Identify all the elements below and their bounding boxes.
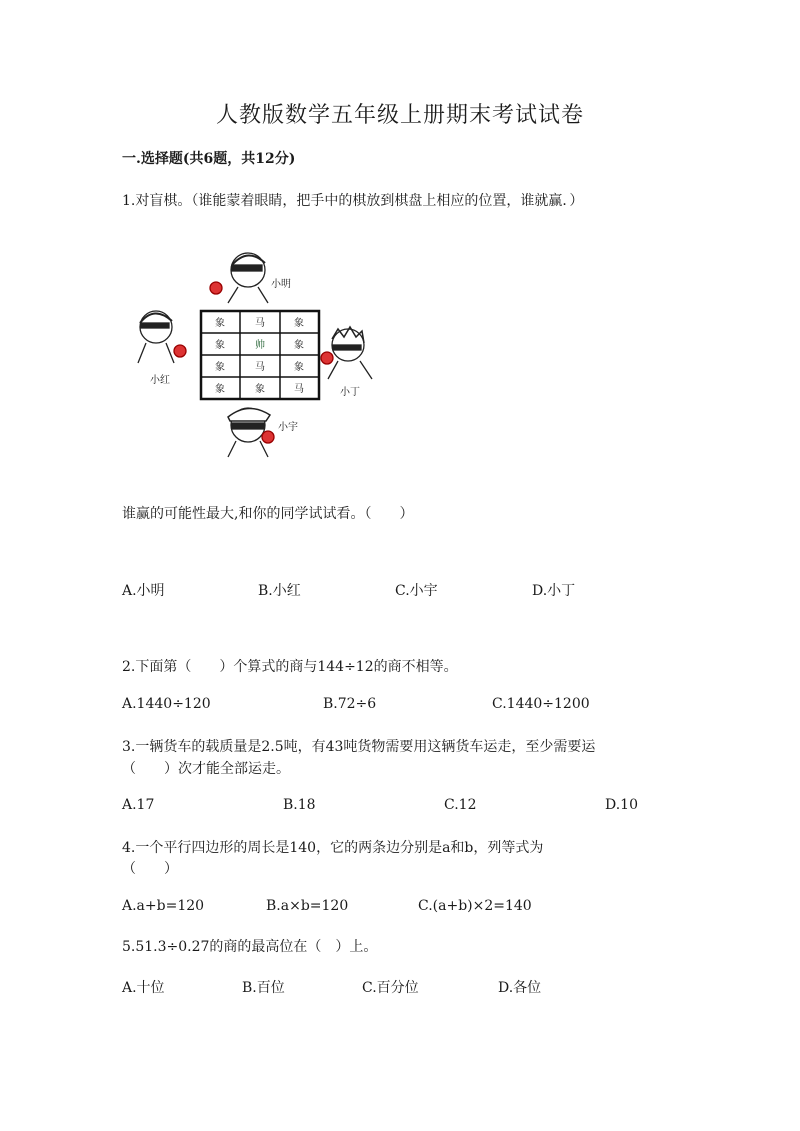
q3-option-b: B.18 <box>283 797 316 813</box>
page-title: 人教版数学五年级上册期末考试试卷 <box>215 103 584 128</box>
blind-chess-figure <box>128 245 398 465</box>
q1-option-c: C.小宇 <box>395 583 438 599</box>
q1-option-b: B.小红 <box>258 583 301 599</box>
board-cell: 象 <box>294 362 304 373</box>
kid-top-icon <box>210 253 268 303</box>
q2-option-b: B.72÷6 <box>323 696 377 712</box>
q5-option-c: C.百分位 <box>362 980 419 996</box>
board-cell: 象 <box>215 362 225 373</box>
q1-option-a: A.小明 <box>122 583 165 599</box>
kid-bottom-icon <box>228 408 274 457</box>
blind-chess-illustration <box>128 245 398 465</box>
q5-option-d: D.各位 <box>498 980 542 996</box>
q4-option-a: A.a+b=120 <box>122 898 205 914</box>
question-2-stem: 2.下面第（ ）个算式的商与144÷12的商不相等。 <box>122 659 458 675</box>
q4-option-b: B.a×b=120 <box>266 898 349 914</box>
question-4-stem: 4.一个平行四边形的周长是140，它的两条边分别是a和b，列等式为 <box>122 840 544 856</box>
question-1-sub: 谁赢的可能性最大,和你的同学试试看。（ ） <box>122 506 414 522</box>
question-3-stem: 3.一辆货车的载质量是2.5吨，有43吨货物需要用这辆货车运走，至少需要运 <box>122 739 596 755</box>
question-4-stem-cont: （ ） <box>122 861 178 877</box>
kid-right-icon <box>321 327 372 379</box>
q4-option-c: C.(a+b)×2=140 <box>418 898 532 914</box>
q3-option-c: C.12 <box>444 797 477 813</box>
q3-option-d: D.10 <box>605 797 638 813</box>
q5-option-b: B.百位 <box>242 980 285 996</box>
q3-option-a: A.17 <box>122 797 155 813</box>
board-cell: 象 <box>255 384 265 395</box>
q2-option-a: A.1440÷120 <box>122 696 211 712</box>
q5-option-a: A.十位 <box>122 980 165 996</box>
board-cell: 象 <box>215 340 225 351</box>
board-cell: 马 <box>294 384 304 395</box>
board-cell: 马 <box>255 318 265 329</box>
board-cell: 象 <box>215 318 225 329</box>
q2-option-c: C.1440÷1200 <box>492 696 590 712</box>
name-bottom: 小宇 <box>278 422 298 433</box>
name-right: 小丁 <box>340 387 360 398</box>
name-left: 小红 <box>150 375 170 386</box>
q1-option-d: D.小丁 <box>532 583 576 599</box>
board-cell: 象 <box>294 318 304 329</box>
question-1-stem: 1.对盲棋。（谁能蒙着眼睛，把手中的棋放到棋盘上相应的位置，谁就赢．） <box>122 193 584 209</box>
board-cell: 马 <box>255 362 265 373</box>
name-top: 小明 <box>271 279 291 290</box>
board-cell: 帅 <box>255 340 265 351</box>
question-3-stem-cont: （ ）次才能全部运走。 <box>122 761 290 777</box>
board-cell: 象 <box>294 340 304 351</box>
kid-left-icon <box>138 311 186 363</box>
question-5-stem: 5.51.3÷0.27的商的最高位在（ ）上。 <box>122 939 378 955</box>
section-heading: 一.选择题(共6题，共12分) <box>122 151 296 167</box>
board-cell: 象 <box>215 384 225 395</box>
